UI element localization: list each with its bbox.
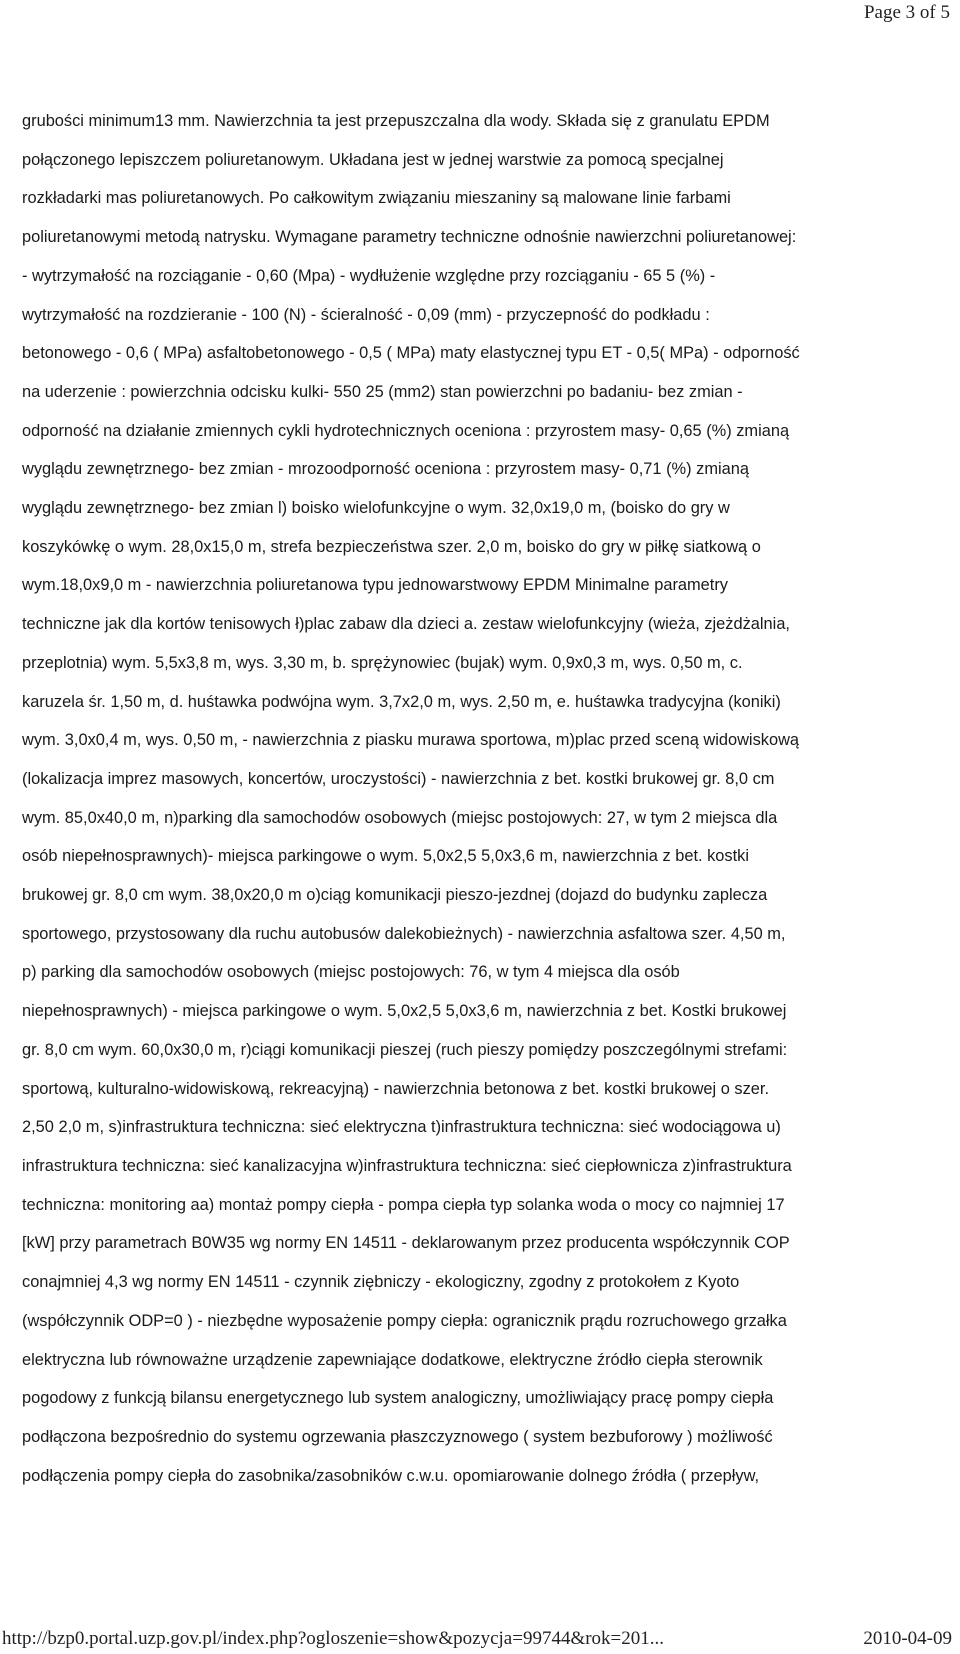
body-line: p) parking dla samochodów osobowych (miejsc postojowych: 76, w tym 4 miejsca dla osób	[22, 963, 680, 982]
page-header	[864, 0, 950, 26]
body-line: na uderzenie : powierzchnia odcisku kulki- 550 25 (mm2) stan powierzchni po badaniu- bez zmian -	[22, 382, 743, 401]
body-line: (lokalizacja imprez masowych, koncertów, uroczystości) - nawierzchnia z bet. kostki brukowej gr. 8,0 cm	[22, 769, 775, 788]
body-line: 2,50 2,0 m, s)infrastruktura techniczna: sieć elektryczna t)infrastruktura techniczna: sieć wodociągowa u)	[22, 1118, 781, 1137]
body-line: elektryczna lub równoważne urządzenie zapewniające dodatkowe, elektryczne źródło ciepła sterownik	[22, 1350, 763, 1369]
body-line: (współczynnik ODP=0 ) - niezbędne wyposażenie pompy ciepła: ogranicznik prądu rozruchowego grzałka	[22, 1311, 787, 1330]
body-line: techniczne jak dla kortów tenisowych ł)plac zabaw dla dzieci a. zestaw wielofunkcyjny (wieża, zjeżdżalnia,	[22, 615, 790, 634]
body-line: wyglądu zewnętrznego- bez zmian - mrozoodporność oceniona : przyrostem masy- 0,71 (%) zmianą	[22, 460, 749, 479]
body-line: grubości minimum13 mm. Nawierzchnia ta jest przepuszczalna dla wody. Składa się z granulatu EPDM	[22, 112, 770, 130]
body-line: sportową, kulturalno-widowiskową, rekreacyjną) - nawierzchnia betonowa z bet. kostki brukowej o szer.	[22, 1079, 770, 1098]
body-line: niepełnosprawnych) - miejsca parkingowe o wym. 5,0x2,5 5,0x3,6 m, nawierzchnia z bet. Kostki brukowej	[22, 1002, 787, 1021]
document-body	[22, 102, 948, 1495]
body-line: conajmniej 4,3 wg normy EN 14511 - czynnik ziębniczy - ekologiczny, zgodny z protokołem z Kyoto	[22, 1273, 740, 1292]
body-line: wym. 3,0x0,4 m, wys. 0,50 m, - nawierzchnia z piasku murawa sportowa, m)plac przed sceną widowiskową	[22, 731, 800, 750]
body-line: karuzela śr. 1,50 m, d. huśtawka podwójna wym. 3,7x2,0 m, wys. 2,50 m, e. huśtawka tradycyjna (koniki)	[22, 692, 781, 711]
body-line: podłączona bezpośrednio do systemu ogrzewania płaszczyznowego ( system bezbuforowy ) możliwość	[22, 1427, 773, 1446]
body-line: brukowej gr. 8,0 cm wym. 38,0x20,0 m o)ciąg komunikacji pieszo-jezdnej (dojazd do budynku zaplecza	[22, 886, 768, 905]
body-line: techniczna: monitoring aa) montaż pompy ciepła - pompa ciepła typ solanka woda o mocy co najmniej 17	[22, 1195, 785, 1214]
body-line: wym.18,0x9,0 m - nawierzchnia poliuretanowa typu jednowarstwowy EPDM Minimalne parametry	[22, 576, 728, 595]
body-line: przeplotnia) wym. 5,5x3,8 m, wys. 3,30 m, b. sprężynowiec (bujak) wym. 0,9x0,3 m, wys. 0,50 m, c.	[22, 653, 743, 672]
body-line: koszykówkę o wym. 28,0x15,0 m, strefa bezpieczeństwa szer. 2,0 m, boisko do gry w piłkę siatkową o	[22, 537, 761, 556]
footer-url: http://bzp0.portal.uzp.gov.pl/index.php?ogloszenie=show&pozycja=99744&rok=201...	[2, 1628, 665, 1649]
body-line: betonowego - 0,6 ( MPa) asfaltobetonowego - 0,5 ( MPa) maty elastycznej typu ET - 0,5( MPa) - odporność	[22, 344, 800, 363]
body-line: wyglądu zewnętrznego- bez zmian l) boisko wielofunkcyjne o wym. 32,0x19,0 m, (boisko do gry w	[22, 499, 730, 518]
body-line: [kW] przy parametrach B0W35 wg normy EN 14511 - deklarowanym przez producenta współczynnik COP	[22, 1234, 790, 1253]
body-line: pogodowy z funkcją bilansu energetycznego lub system analogiczny, umożliwiający pracę pompy ciepła	[22, 1389, 774, 1408]
body-line: wytrzymałość na rozdzieranie - 100 (N) - ścieralność - 0,09 (mm) - przyczepność do podkładu :	[22, 305, 710, 324]
body-line: poliuretanowymi metodą natrysku. Wymagane parametry techniczne odnośnie nawierzchni poliuretanowej:	[22, 228, 797, 247]
body-line: sportowego, przystosowany dla ruchu autobusów dalekobieżnych) - nawierzchnia asfaltowa szer. 4,50 m,	[22, 924, 786, 943]
body-line: - wytrzymałość na rozciąganie - 0,60 (Mpa) - wydłużenie względne przy rozciąganiu - 65 5 (%) -	[22, 266, 716, 285]
body-line: infrastruktura techniczna: sieć kanalizacyjna w)infrastruktura techniczna: sieć ciepłownicza z)infrastruktura	[22, 1156, 792, 1175]
body-line: gr. 8,0 cm wym. 60,0x30,0 m, r)ciągi komunikacji pieszej (ruch pieszy pomiędzy poszczególnymi strefami:	[22, 1040, 788, 1059]
page-indicator: Page 3 of 5	[863, 2, 950, 23]
footer-date: 2010-04-09	[863, 1628, 952, 1649]
body-line: odporność na działanie zmiennych cykli hydrotechnicznych oceniona : przyrostem masy- 0,65 (%) zmianą	[22, 421, 790, 440]
body-line: podłączenia pompy ciepła do zasobnika/zasobników c.w.u. opomiarowanie dolnego źródła ( przepływ,	[22, 1466, 760, 1485]
body-line: osób niepełnosprawnych)- miejsca parkingowe o wym. 5,0x2,5 5,0x3,6 m, nawierzchnia z bet. kostki	[22, 847, 749, 866]
body-line: wym. 85,0x40,0 m, n)parking dla samochodów osobowych (miejsc postojowych: 27, w tym 2 miejsca dla	[22, 808, 778, 827]
page-footer	[2, 1626, 952, 1652]
body-line: połączonego lepiszczem poliuretanowym. Układana jest w jednej warstwie za pomocą specjalnej	[22, 150, 724, 169]
body-line: rozkładarki mas poliuretanowych. Po całkowitym związaniu mieszaniny są malowane linie farbami	[22, 189, 731, 208]
